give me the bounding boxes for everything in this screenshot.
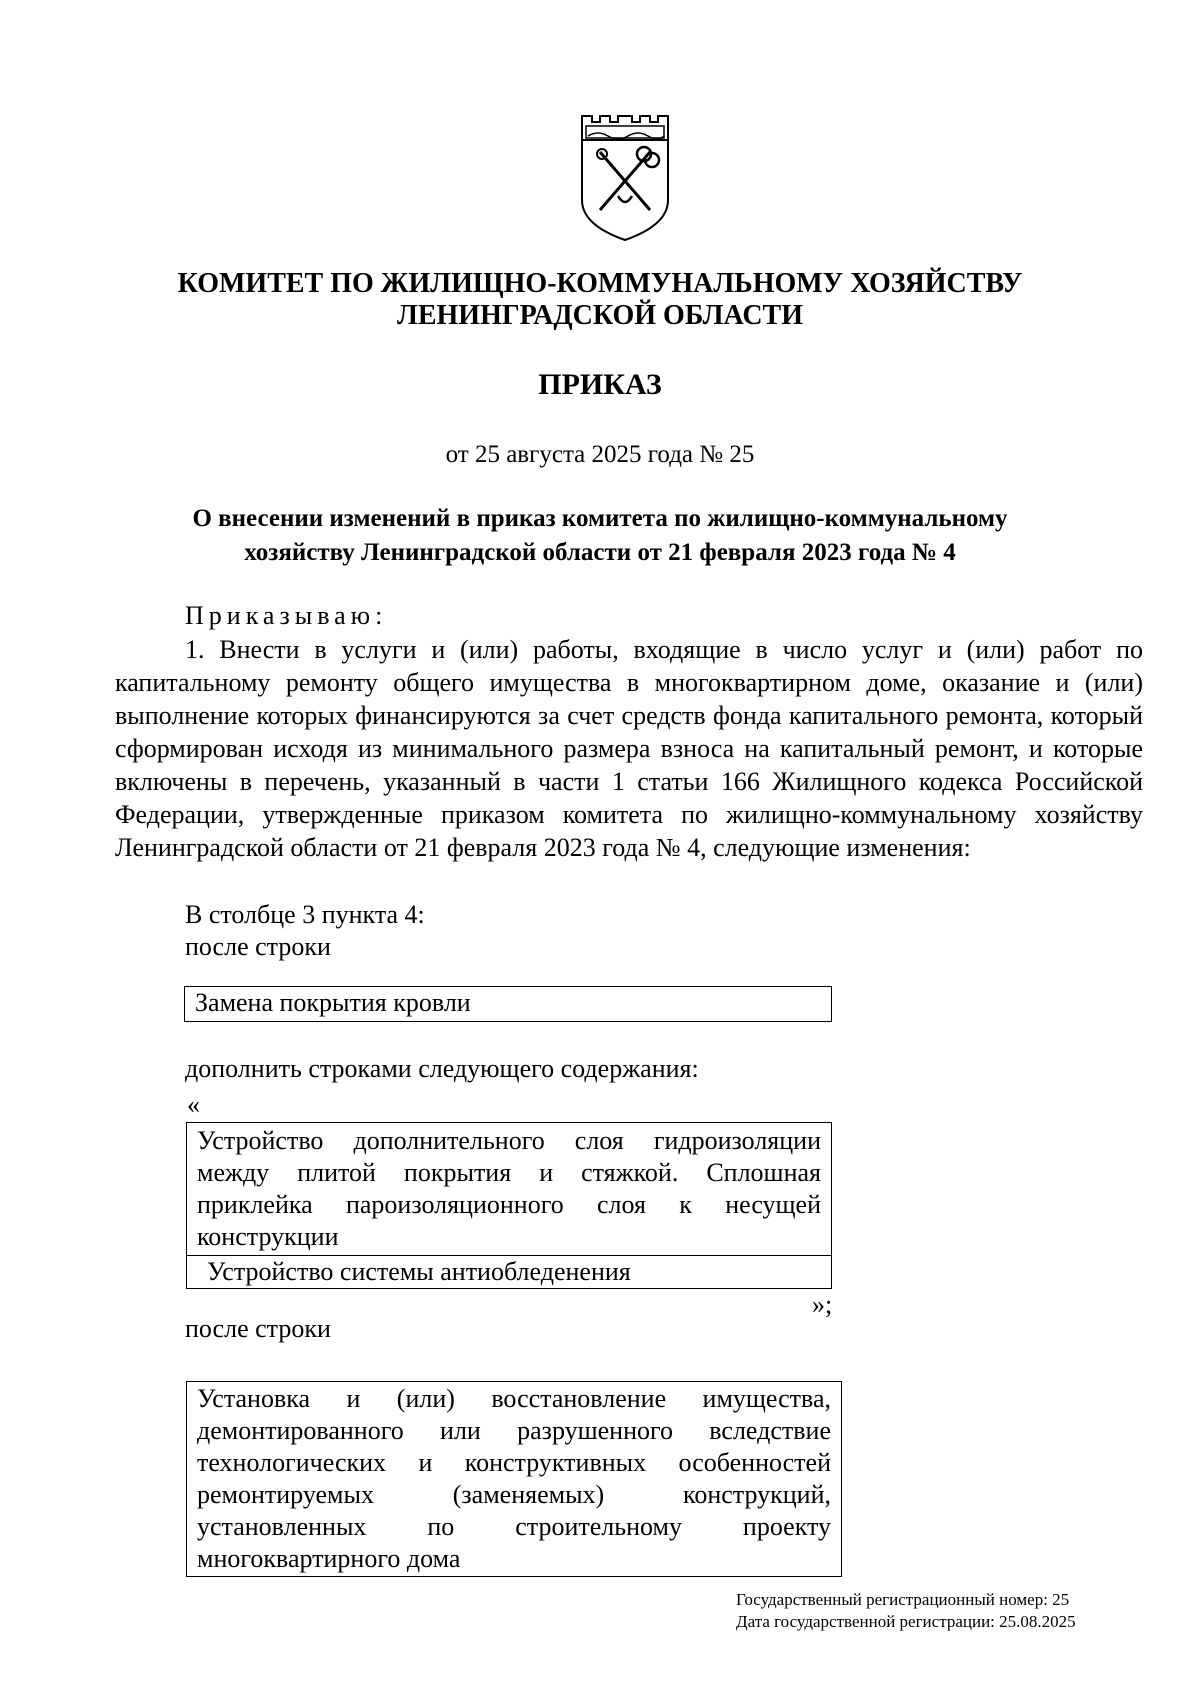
table-row-property-restoration: Установка и (или) восстановление имущества, демонтированного или разрушенного вследствие технологических и конструктивных особенностей ремонтируемых (заменяемых) конструкций, установленных по строительному проекту многоквартирного дома	[186, 1381, 842, 1577]
committee-header	[0, 268, 1200, 332]
subject-line1: О внесении изменений в приказ комитета по жилищно-коммунальному	[192, 505, 1008, 532]
registration-date: Дата государственной регистрации: 25.08.2025	[736, 1612, 1076, 1631]
quote-open: «	[187, 1090, 200, 1119]
document-type: ПРИКАЗ	[538, 368, 662, 401]
coat-of-arms-emblem	[578, 110, 672, 242]
registration-number: Государственный регистрационный номер: 25	[736, 1590, 1070, 1609]
document-date-number: от 25 августа 2025 года № 25	[445, 441, 755, 468]
subject-line2: хозяйству Ленинградской области от 21 февраля 2023 года № 4	[244, 539, 956, 566]
order-directive: Приказываю:	[185, 601, 388, 630]
table-row-waterproofing: Устройство дополнительного слоя гидроизоляции между плитой покрытия и стяжкой. Сплошная приклейка пароизоляционного слоя к несущей конструкции	[197, 1126, 821, 1251]
committee-name-line2: ЛЕНИНГРАДСКОЙ ОБЛАСТИ	[396, 300, 804, 331]
committee-name-line1: КОМИТЕТ ПО ЖИЛИЩНО-КОММУНАЛЬНОМУ ХОЗЯЙСТВУ	[177, 268, 1023, 299]
column-reference: В столбце 3 пункта 4:	[185, 900, 425, 929]
quote-close: »;	[812, 1290, 833, 1319]
table-row-anti-icing: Устройство системы антиобледенения	[187, 1255, 831, 1288]
document-subject	[0, 502, 1200, 570]
table-row-roof-replacement: Замена покрытия кровли	[184, 986, 832, 1022]
supplement-label: дополнить строками следующего содержания:	[185, 1054, 699, 1083]
after-row-label-2: после строки	[185, 1314, 331, 1343]
inserted-rows-table	[186, 1122, 832, 1289]
paragraph-1: 1. Внести в услуги и (или) работы, входящие в число услуг и (или) работ по капитальному ремонту общего имущества в многоквартирном доме, оказание и (или) выполнение которых финансируются за счет средств фонда капитального ремонта, который сформирован исходя из минимального размера взноса на капитальный ремонт, и которые включены в перечень, указанный в части 1 статьи 166 Жилищного кодекса Российской Федерации, утвержденные приказом комитета по жилищно-коммунальному хозяйству Ленинградской области от 21 февраля 2023 года № 4, следующие изменения:	[115, 635, 1143, 862]
after-row-label-1: после строки	[185, 932, 331, 961]
